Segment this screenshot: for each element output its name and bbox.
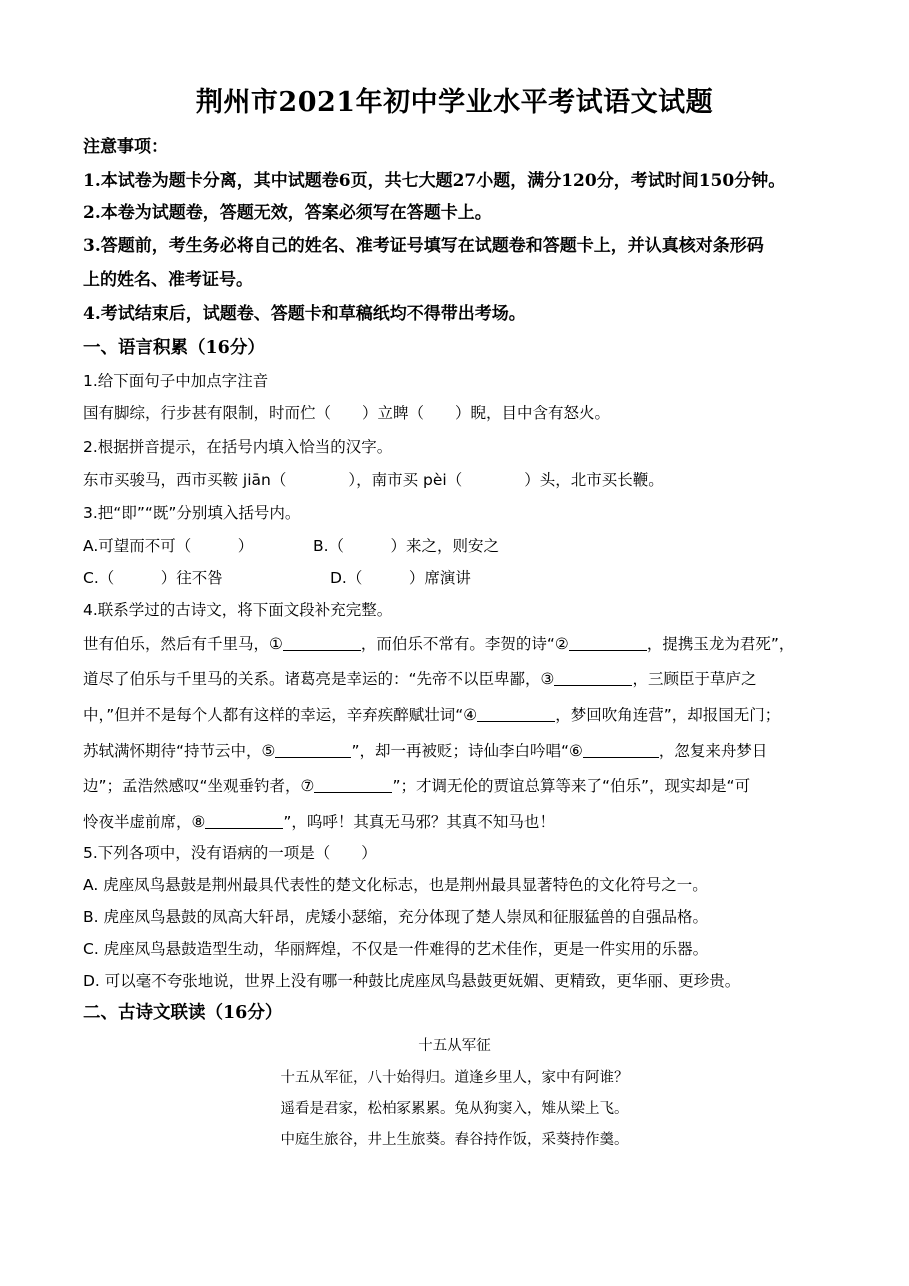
q4-text: ，提携玉龙为君死”， — [646, 635, 795, 653]
q5-stem: 5.下列各项中，没有语病的一项是（ ） — [83, 844, 377, 862]
q5-option-c: C. 虎座凤鸟悬鼓造型生动，华丽辉煌，不仅是一件难得的艺术佳作，更是一件实用的乐器。 — [83, 940, 709, 958]
notice-item-3: 3.答题前，考生务必将自己的姓名、准考证号填写在试题卷和答题卡上，并认真核对条形码 — [83, 236, 764, 256]
q4-text: 中，”但并不是每个人都有这样的幸运，辛弃疾醉赋壮词“④ — [83, 706, 478, 724]
answer-blank-2[interactable] — [569, 634, 647, 651]
q4-text: 世有伯乐，然后有千里马，① — [83, 635, 283, 653]
q4-text: ，梦回吹角连营”，却报国无门； — [555, 706, 781, 724]
section2-heading: 二、古诗文联读（16分） — [83, 1003, 283, 1023]
q4-text: 道尽了伯乐与千里马的关系。诸葛亮是幸运的：“先帝不以臣卑鄙，③ — [83, 670, 555, 688]
q4-line-4 — [83, 739, 828, 763]
q3-row-ab — [83, 534, 828, 558]
q4-text: ”，却一再被贬；诗仙李白吟唱“⑥ — [351, 742, 583, 760]
q4-text: ”，呜呼！其真无马邪？其真不知马也！ — [283, 813, 555, 831]
q2-text: 东市买骏马，西市买鞍 jiān（ ），南市买 pèi（ ）头，北市买长鞭。 — [83, 471, 664, 489]
q4-text: ，忽复来舟梦日 — [658, 742, 768, 760]
section1-heading: 一、语言积累（16分） — [83, 338, 265, 358]
poem-line-3: 中庭生旅谷，井上生旅葵。舂谷持作饭，采葵持作羹。 — [280, 1132, 629, 1148]
q1-stem: 1.给下面句子中加点字注音 — [83, 372, 269, 390]
q5-option-a: A. 虎座凤鸟悬鼓是荆州最具代表性的楚文化标志，也是荆州最具显著特色的文化符号之一。 — [83, 876, 708, 894]
q3-option-a: A.可望而不可（ ） — [83, 537, 254, 555]
notice-item-3-cont: 上的姓名、准考证号。 — [83, 270, 253, 290]
notice-item-1: 1.本试卷为题卡分离，其中试题卷6页，共七大题27小题，满分120分，考试时间150分钟。 — [83, 171, 786, 191]
answer-blank-5[interactable] — [275, 741, 351, 758]
q4-text: ，而伯乐不常有。李贺的诗“② — [360, 635, 569, 653]
q1-text: 国有脚综，行步甚有限制，时而伫（ ）立睥（ ）睨，目中含有怒火。 — [83, 404, 611, 422]
q5-option-d: D. 可以毫不夸张地说，世界上没有哪一种鼓比虎座凤鸟悬鼓更妩媚、更精致，更华丽、更珍贵。 — [83, 972, 741, 990]
answer-blank-4[interactable] — [477, 705, 555, 722]
answer-blank-8[interactable] — [205, 812, 283, 829]
page-title: 荆州市2021年初中学业水平考试语文试题 — [195, 87, 714, 118]
notice-item-4: 4.考试结束后，试题卷、答题卡和草稿纸均不得带出考场。 — [83, 304, 526, 324]
answer-blank-7[interactable] — [314, 776, 392, 793]
q3-option-b: B.（ ）来之，则安之 — [313, 537, 500, 555]
answer-blank-6[interactable] — [583, 741, 659, 758]
q3-option-c: C.（ ）往不咎 — [83, 569, 223, 587]
q3-option-d: D.（ ）席演讲 — [330, 569, 471, 587]
q4-text: 苏轼满怀期待“持节云中，⑤ — [83, 742, 276, 760]
q4-text: ，三顾臣于草庐之 — [632, 670, 757, 688]
answer-blank-1[interactable] — [283, 634, 361, 651]
q4-text: 怜夜半虚前席，⑧ — [83, 813, 206, 831]
q5-option-b: B. 虎座凤鸟悬鼓的凤高大轩昂，虎矮小瑟缩，充分体现了楚人崇凤和征服猛兽的自强品格。 — [83, 908, 708, 926]
q4-line-5 — [83, 774, 828, 798]
q4-text: 边”；孟浩然感叹“坐观垂钓者，⑦ — [83, 777, 315, 795]
q4-text: ”；才调无伦的贾谊总算等来了“伯乐”，现实却是“可 — [392, 777, 751, 795]
notice-heading: 注意事项： — [83, 137, 168, 157]
q4-line-6 — [83, 810, 828, 834]
q4-line-2 — [83, 667, 828, 691]
q4-line-3 — [83, 703, 828, 727]
q4-stem: 4.联系学过的古诗文，将下面文段补充完整。 — [83, 601, 393, 619]
poem-line-2: 遥看是君家，松柏冢累累。兔从狗窦入，雉从梁上飞。 — [280, 1101, 629, 1117]
poem-line-1: 十五从军征，八十始得归。道逢乡里人，家中有阿谁？ — [280, 1070, 629, 1086]
poem-title: 十五从军征 — [418, 1038, 491, 1054]
notice-item-2: 2.本卷为试题卷，答题无效，答案必须写在答题卡上。 — [83, 203, 492, 223]
answer-blank-3[interactable] — [554, 669, 632, 686]
q4-line-1 — [83, 632, 828, 656]
q3-row-cd — [83, 566, 828, 590]
q2-stem: 2.根据拼音提示，在括号内填入恰当的汉字。 — [83, 438, 393, 456]
q3-stem: 3.把“即”“既”分别填入括号内。 — [83, 504, 301, 522]
